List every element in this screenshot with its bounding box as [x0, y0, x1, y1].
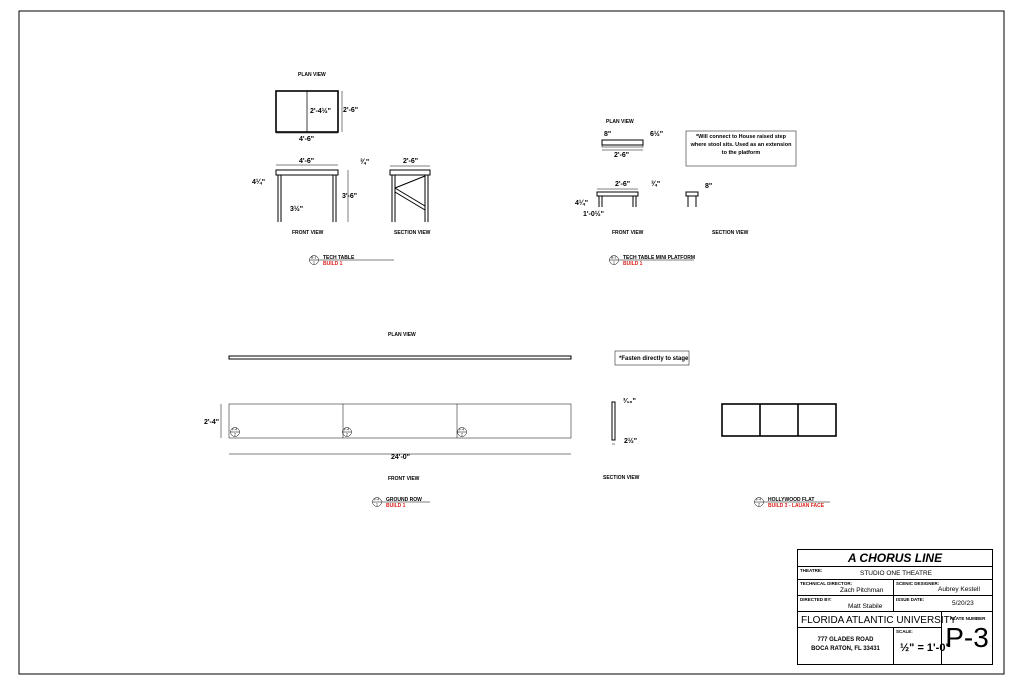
svg-text:F-4: F-4 — [756, 497, 762, 502]
ground-row-front-view-label: FRONT VIEW — [388, 476, 420, 482]
hollywood-flat-detail — [722, 404, 836, 509]
tech-table-front-top — [276, 170, 338, 175]
hollywood-flat-name: HOLLYWOOD FLAT — [768, 497, 815, 503]
title-row-director: DIRECTED BY: Matt Stabile ISSUE DATE: 5/20/23 — [798, 596, 992, 612]
tech-table-leg: 3½" — [290, 206, 304, 213]
mini-top-thickness: ¾" — [651, 181, 661, 188]
svg-text:F-4: F-4 — [374, 497, 380, 502]
mini-platform-section — [686, 192, 698, 196]
svg-text:1: 1 — [376, 502, 378, 507]
stool-note: *Will connect to House raised step where stool sits. Used as an extension to the platform — [690, 134, 792, 156]
hollywood-flat-elevation — [722, 404, 836, 436]
hollywood-flat-build: BUILD 3 - LAUAN FACE — [768, 503, 825, 509]
svg-text:1: 1 — [313, 260, 315, 265]
ground-row-plan-view-label: PLAN VIEW — [388, 332, 416, 338]
show-title: A CHORUS LINE — [847, 551, 943, 565]
fasten-note: *Fasten directly to stage — [619, 356, 689, 362]
callout-marker-1 — [231, 428, 240, 437]
technical-director: Zach Pitchman — [840, 587, 884, 594]
svg-text:2: 2 — [346, 432, 348, 437]
director: Matt Stabile — [848, 603, 883, 610]
scenic-designer: Aubrey Kestell — [938, 586, 980, 593]
mini-platform-plan-view-label: PLAN VIEW — [606, 119, 634, 125]
tech-table-plan-depth: 2'-4½" — [310, 108, 331, 115]
title-block — [797, 549, 993, 665]
ground-section-thickness: ³⁄₁₆" — [623, 398, 636, 405]
ground-row-detail — [204, 332, 640, 509]
mini-platform-build: BUILD 1 — [623, 261, 643, 267]
theatre-name: STUDIO ONE THEATRE — [860, 570, 932, 577]
mini-platform-name: TECH TABLE MINI PLATFORM — [623, 255, 696, 261]
drawing-scale: ½" = 1'-0" — [900, 642, 951, 654]
mini-plan-depth: 8" — [604, 131, 612, 138]
callout-marker-3 — [458, 428, 467, 437]
university: FLORIDA ATLANTIC UNIVERSITY — [801, 615, 957, 626]
callout-marker-2 — [343, 428, 352, 437]
mini-height: 1'-0½" — [583, 211, 604, 218]
svg-text:B-2: B-2 — [611, 255, 617, 260]
tech-table-top-thickness: ¾" — [360, 159, 370, 166]
ground-row-height: 2'-4" — [204, 419, 220, 426]
tech-table-front-width: 4'-6" — [299, 158, 315, 165]
title-row-theatre: THEATRE: STUDIO ONE THEATRE — [798, 567, 992, 580]
svg-text:F-4: F-4 — [232, 427, 238, 432]
ground-row-build: BUILD 1 — [386, 503, 406, 509]
title-row-show — [798, 550, 992, 567]
ground-row-name: GROUND ROW — [386, 497, 422, 503]
tech-table-detail — [252, 72, 431, 267]
mini-platform-front — [597, 192, 638, 196]
mini-apron: 4¼" — [575, 200, 589, 207]
svg-text:2: 2 — [234, 432, 236, 437]
mini-section-depth: 8" — [705, 183, 713, 190]
svg-text:2: 2 — [758, 502, 760, 507]
ground-row-section — [612, 402, 615, 440]
tech-table-front-view-label: FRONT VIEW — [292, 230, 324, 236]
tech-table-section-width: 2'-6" — [403, 158, 419, 165]
ground-section-base: 2½" — [624, 438, 638, 445]
mini-front-width: 2'-6" — [615, 181, 631, 188]
tech-table-plan-width: 4'-6" — [299, 136, 315, 143]
tech-table-section-top — [390, 170, 430, 175]
title-row-address: 777 GLADES ROAD BOCA RATON, FL 33431 SCALE: ½" = 1'-0" P-3 — [798, 628, 992, 664]
tech-table-build: BUILD 1 — [323, 261, 343, 267]
issue-date: 5/20/23 — [952, 600, 974, 607]
svg-text:1: 1 — [613, 260, 615, 265]
tech-table-section-view-label: SECTION VIEW — [394, 230, 431, 236]
title-row-td: TECHNICAL DIRECTOR: Zach Pitchman SCENIC DESIGNER: Aubrey Kestell — [798, 580, 992, 596]
mini-front-view-label: FRONT VIEW — [612, 230, 644, 236]
address-line-1: 777 GLADES ROAD — [817, 637, 874, 643]
svg-text:F-4: F-4 — [459, 427, 465, 432]
tech-table-plan-view-label: PLAN VIEW — [298, 72, 326, 78]
tech-table-height: 3'-6" — [342, 193, 358, 200]
mini-plan-width: 2'-6" — [614, 152, 630, 159]
title-row-university: FLORIDA ATLANTIC UNIVERSITY PLATE NUMBER — [798, 612, 992, 628]
tech-table-apron: 4¼" — [252, 179, 266, 186]
mini-plan-thickness: 6½" — [650, 131, 664, 138]
svg-text:F-4: F-4 — [344, 427, 350, 432]
ground-row-width: 24'-0" — [391, 454, 410, 461]
ground-row-plan — [229, 356, 571, 359]
ground-row-section-view-label: SECTION VIEW — [603, 475, 640, 481]
svg-text:2: 2 — [461, 432, 463, 437]
mini-platform-plan — [602, 140, 643, 145]
svg-text:B-1: B-1 — [311, 255, 317, 260]
tech-table-name: TECH TABLE — [323, 255, 355, 261]
tech-table-plan-height: 2'-6" — [343, 107, 359, 114]
ground-row-front — [229, 404, 571, 438]
address-line-2: BOCA RATON, FL 33431 — [811, 646, 880, 652]
mini-section-view-label: SECTION VIEW — [712, 230, 749, 236]
plate-number: P-3 — [945, 622, 989, 653]
